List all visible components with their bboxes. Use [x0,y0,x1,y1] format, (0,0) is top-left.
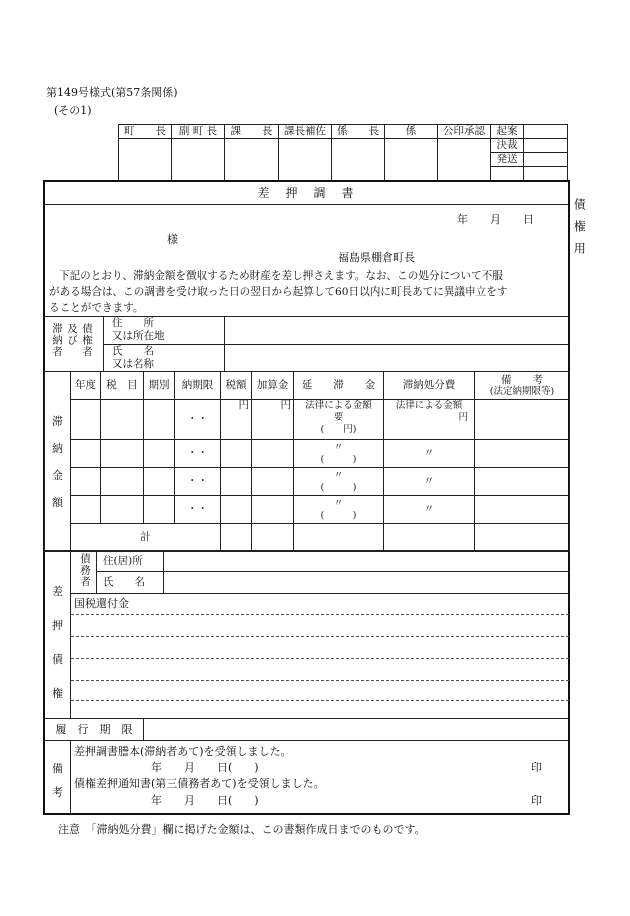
main-form [43,180,570,815]
cell-period[interactable] [144,400,175,440]
stamp-box [225,139,279,181]
cell-year[interactable] [71,468,101,496]
approval-header-chief: 課 長 [225,125,279,139]
header-remarks: 備 考 (法定納期限等) [475,372,570,400]
approval-header-deputy: 副 町 長 [172,125,225,139]
cell-tax-item[interactable] [101,468,144,496]
approval-header-staff: 係 [385,125,438,139]
cell-additional[interactable]: 円 [252,400,294,440]
issuer: 福島県棚倉町長 [338,251,415,264]
debtor-name-label: 氏 名 [103,576,145,588]
side-label: 債権用 [572,198,587,264]
cell-due[interactable]: ・・ [175,496,221,524]
remarks-body [70,741,569,814]
approval-side-send: 発送 [491,153,524,167]
seal-mark: 印 [531,761,542,774]
cell-tax-item[interactable] [101,496,144,524]
stamp-box [385,139,438,181]
title-row [45,182,568,205]
cell-period[interactable] [144,440,175,468]
name-field[interactable] [224,345,570,372]
remarks-date1: 年 月 日( ) [151,761,259,774]
approval-side-blank [524,125,568,139]
cell-tax[interactable] [221,440,252,468]
approval-side-decision: 決裁 [491,139,524,153]
addressee: 様 [167,233,178,246]
cell-additional[interactable] [252,468,294,496]
dotted-line [71,636,569,637]
header-period: 期別 [144,372,175,400]
debtor-name-field[interactable] [163,572,571,593]
seized-body [70,551,569,719]
cell-delinquency[interactable]: 〃 ( ) [294,440,384,468]
total-tax[interactable] [221,524,252,552]
cell-year[interactable] [71,400,101,440]
remarks-side-label: 備 考 [52,762,63,799]
cell-fee[interactable]: 法律による金額 円 [384,400,475,440]
cell-additional[interactable] [252,496,294,524]
stamp-box [119,139,172,181]
approval-side-blank [491,167,524,181]
stamp-box [438,139,491,181]
total-delinquency[interactable] [294,524,384,552]
cell-tax[interactable] [221,496,252,524]
dotted-line [71,614,569,615]
cell-tax-item[interactable] [101,440,144,468]
name-label: 氏 名 又は名称 [112,345,154,370]
cell-tax-item[interactable] [101,400,144,440]
dotted-line [71,658,569,659]
dotted-line [71,680,569,681]
approval-side-blank [524,153,568,167]
amounts-table [44,371,570,552]
cell-year[interactable] [71,496,101,524]
delinquent-fields [103,317,569,372]
cell-due[interactable]: ・・ [175,400,221,440]
cell-due[interactable]: ・・ [175,440,221,468]
header-delinquency: 延 滞 金 [294,372,384,400]
approval-header-mayor: 町 長 [119,125,172,139]
header-tax-item: 税 目 [101,372,144,400]
header-tax: 税額 [221,372,252,400]
cell-fee[interactable]: 〃 [384,468,475,496]
seized-divider [71,593,569,594]
cell-delinquency[interactable]: 法律による金額 要 ( 円) [294,400,384,440]
seal-mark: 印 [531,794,542,807]
total-fee[interactable] [384,524,475,552]
remarks-line1: 差押調書謄本(滞納者あて)を受領しました。 [74,745,292,758]
cell-remarks[interactable] [475,496,570,524]
approval-side-blank [524,167,568,181]
cell-year[interactable] [71,440,101,468]
total-remarks[interactable] [475,524,570,552]
deadline-row [45,718,568,741]
debtor-fields [96,551,570,593]
remarks-line2: 債権差押通知書(第三債務者あて)を受領しました。 [74,777,325,790]
amounts-side-label: 滞 納 金 額 [45,372,71,552]
delinquent-section [45,316,568,372]
form-sub: (その1) [54,104,92,117]
stamp-box [332,139,385,181]
cell-tax[interactable] [221,468,252,496]
seized-item: 国税還付金 [74,597,129,610]
debtor-address-field[interactable] [163,551,571,571]
approval-side-blank [524,139,568,153]
approval-header-assistant: 課長補佐 [279,125,332,139]
header-due: 納期限 [175,372,221,400]
remarks-section [45,740,568,814]
doc-title: 差 押 調 書 [257,186,356,200]
cell-period[interactable] [144,468,175,496]
cell-period[interactable] [144,496,175,524]
delinquent-label: 滞納者 及び 債権者 [51,323,93,358]
remarks-date2: 年 月 日( ) [151,794,259,807]
cell-tax[interactable]: 円 [221,400,252,440]
form-number: 第149号様式(第57条関係) [46,86,178,99]
cell-fee[interactable]: 〃 [384,440,475,468]
approval-table [118,124,568,181]
seized-section [45,550,568,719]
cell-delinquency[interactable]: 〃 ( ) [294,496,384,524]
cell-remarks[interactable] [475,440,570,468]
cell-remarks[interactable] [475,468,570,496]
cell-delinquency[interactable]: 〃 ( ) [294,468,384,496]
cell-additional[interactable] [252,440,294,468]
deadline-label: 履 行 期 限 [55,723,133,736]
header-additional: 加算金 [252,372,294,400]
approval-header-seal: 公印承認 [438,125,491,139]
approval-side-draft: 起案 [491,125,524,139]
address-field[interactable] [224,317,570,344]
approval-header-sub-chief: 係 長 [332,125,385,139]
stamp-box [172,139,225,181]
dotted-line [71,700,569,701]
debtor-label: 債務者 [79,553,91,588]
footnote: 注意 「滞納処分費」欄に掲げた金額は、この書類作成日までのものです。 [58,823,426,836]
debtor-address-label: 住(居)所 [103,555,143,567]
deadline-field[interactable] [143,719,569,741]
address-label: 住 所 又は所在地 [112,317,165,342]
header-fee: 滞納処分費 [384,372,475,400]
stamp-box [279,139,332,181]
doc-date: 年 月 日 [457,213,534,226]
cell-fee[interactable]: 〃 [384,496,475,524]
body-text: 下記のとおり、滞納金額を徴収するため財産を差し押さえます。なお、この処分について不服 がある場合は、この調書を受け取った日の翌日から起算して60日以内に町長あてに異議申立をす ることができます。 [49,270,508,314]
total-label: 計 [71,524,221,552]
cell-due[interactable]: ・・ [175,468,221,496]
total-additional[interactable] [252,524,294,552]
cell-remarks[interactable] [475,400,570,440]
header-year: 年度 [71,372,101,400]
seized-side-label: 差 押 債 権 [52,585,63,700]
